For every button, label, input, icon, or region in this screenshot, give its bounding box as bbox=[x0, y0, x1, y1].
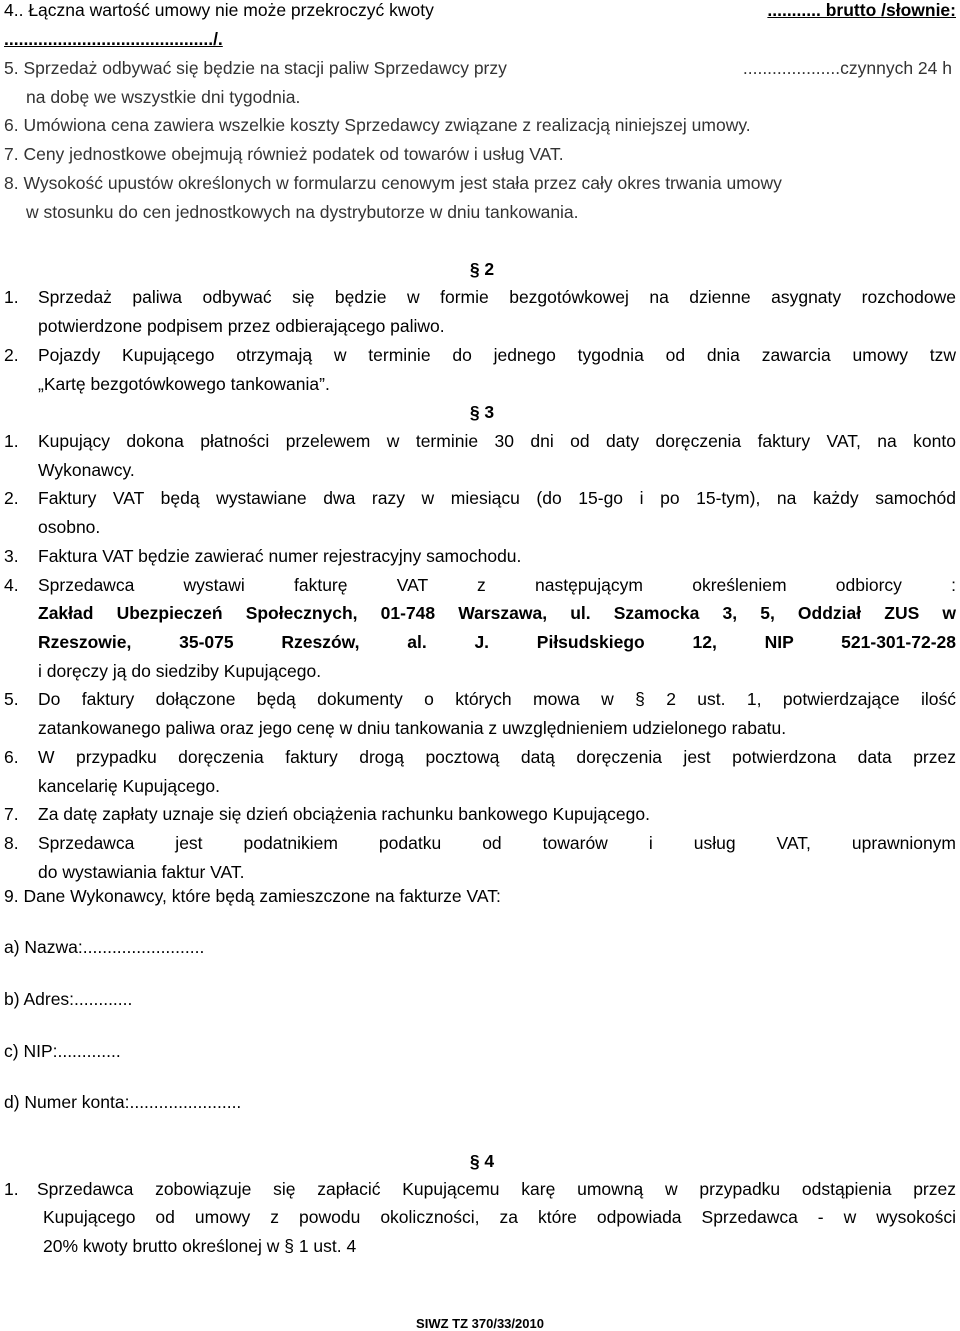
item-4-words-blank: .........................................../. bbox=[4, 29, 223, 49]
s3-item-1-line-1: Kupujący dokona płatności przelewem w terminie 30 dni od daty doręczenia faktury VAT, na konto bbox=[38, 431, 956, 451]
item-5-line-1: 5. Sprzedaż odbywać się będzie na stacji paliw Sprzedawcy przy bbox=[4, 58, 507, 78]
s3-item-2-line-2: osobno. bbox=[38, 517, 101, 537]
s2-item-1-line-1: Sprzedaż paliwa odbywać się będzie w formie bezgotówkowej na dzienne asygnaty rozchodowe bbox=[38, 287, 956, 307]
s3-item-6-num: 6. bbox=[4, 747, 19, 767]
section-3-heading: § 3 bbox=[469, 402, 495, 422]
s4-item-1-line-2: Kupującego od umowy z powodu okoliczności, za które odpowiada Sprzedawca - w wysokości bbox=[43, 1207, 956, 1227]
s2-item-2-line-2: „Kartę bezgotówkowego tankowania”. bbox=[38, 374, 330, 394]
document-footer: SIWZ TZ 370/33/2010 bbox=[416, 1316, 544, 1331]
field-name: a) Nazwa:......................... bbox=[4, 937, 205, 957]
s2-item-2-line-1: Pojazdy Kupującego otrzymają w terminie do jednego tygodnia od dnia zawarcia umowy tzw bbox=[38, 345, 956, 365]
s3-item-6-line-2: kancelarię Kupującego. bbox=[38, 776, 220, 796]
s4-item-1-num: 1. bbox=[4, 1179, 19, 1199]
item-7: 7. Ceny jednostkowe obejmują również podatek od towarów i usług VAT. bbox=[4, 144, 564, 164]
section-4-heading: § 4 bbox=[469, 1151, 495, 1171]
s3-item-4-line-1: Sprzedawca wystawi fakturę VAT z następującym określeniem odbiorcy : bbox=[38, 575, 956, 595]
s2-item-2-num: 2. bbox=[4, 345, 19, 365]
s3-item-2-line-1: Faktury VAT będą wystawiane dwa razy w miesiącu (do 15-go i po 15-tym), na każdy samochód bbox=[38, 488, 956, 508]
s3-item-7-line-1: Za datę zapłaty uznaje się dzień obciążenia rachunku bankowego Kupującego. bbox=[38, 804, 650, 824]
s3-item-5-line-2: zatankowanego paliwa oraz jego cenę w dniu tankowania z uwzględnieniem udzielonego rabatu. bbox=[38, 718, 787, 738]
item-5-hours: ....................czynnych 24 h bbox=[742, 58, 952, 78]
item-8-line-1: 8. Wysokość upustów określonych w formularzu cenowym jest stała przez cały okres trwania umowy bbox=[4, 173, 782, 193]
s4-item-1-line-3: 20% kwoty brutto określonej w § 1 ust. 4 bbox=[43, 1236, 357, 1256]
s3-item-3-line-1: Faktura VAT będzie zawierać numer rejestracyjny samochodu. bbox=[38, 546, 522, 566]
item-6: 6. Umówiona cena zawiera wszelkie koszty Sprzedawcy związane z realizacją niniejszej umowy. bbox=[4, 115, 751, 135]
field-account-number: d) Numer konta:....................... bbox=[4, 1092, 242, 1112]
s3-item-4-line-4: i doręczy ją do siedziby Kupującego. bbox=[38, 661, 322, 681]
s3-item-8-num: 8. bbox=[4, 833, 19, 853]
s3-item-5-num: 5. bbox=[4, 689, 19, 709]
s3-item-8-line-2: do wystawiania faktur VAT. bbox=[38, 862, 245, 882]
s3-item-8-line-1: Sprzedawca jest podatnikiem podatku od towarów i usług VAT, uprawnionym bbox=[38, 833, 956, 853]
item-5-line-2: na dobę we wszystkie dni tygodnia. bbox=[26, 87, 301, 107]
s3-item-5-line-1: Do faktury dołączone będą dokumenty o których mowa w § 2 ust. 1, potwierdzające ilość bbox=[38, 689, 956, 709]
s2-item-1-line-2: potwierdzone podpisem przez odbierającego paliwo. bbox=[38, 316, 445, 336]
section-2-heading: § 2 bbox=[469, 259, 495, 279]
item-4-lead: 4.. Łączna wartość umowy nie może przekroczyć kwoty bbox=[4, 0, 434, 20]
s3-item-9: 9. Dane Wykonawcy, które będą zamieszczone na fakturze VAT: bbox=[4, 886, 501, 906]
s3-item-3-num: 3. bbox=[4, 546, 19, 566]
s3-item-4-recipient-line-1: Zakład Ubezpieczeń Społecznych, 01-748 Warszawa, ul. Szamocka 3, 5, Oddział ZUS w bbox=[38, 603, 956, 623]
item-8-line-2: w stosunku do cen jednostkowych na dystrybutorze w dniu tankowania. bbox=[26, 202, 579, 222]
s3-item-1-line-2: Wykonawcy. bbox=[38, 460, 135, 480]
field-address: b) Adres:............ bbox=[4, 989, 133, 1009]
s3-item-6-line-1: W przypadku doręczenia faktury drogą pocztową datą doręczenia jest potwierdzona data przez bbox=[38, 747, 956, 767]
s4-item-1-line-1: Sprzedawca zobowiązuje się zapłacić Kupującemu karę umowną w przypadku odstąpienia przez bbox=[37, 1179, 956, 1199]
item-4-amount-blank: ........... brutto /słownie: bbox=[767, 0, 956, 20]
s3-item-2-num: 2. bbox=[4, 488, 19, 508]
s3-item-4-num: 4. bbox=[4, 575, 19, 595]
field-nip: c) NIP:............. bbox=[4, 1041, 121, 1061]
s3-item-7-num: 7. bbox=[4, 804, 19, 824]
s3-item-1-num: 1. bbox=[4, 431, 19, 451]
s2-item-1-num: 1. bbox=[4, 287, 19, 307]
s3-item-4-recipient-line-2: Rzeszowie, 35-075 Rzeszów, al. J. Piłsudskiego 12, NIP 521-301-72-28 bbox=[38, 632, 956, 652]
